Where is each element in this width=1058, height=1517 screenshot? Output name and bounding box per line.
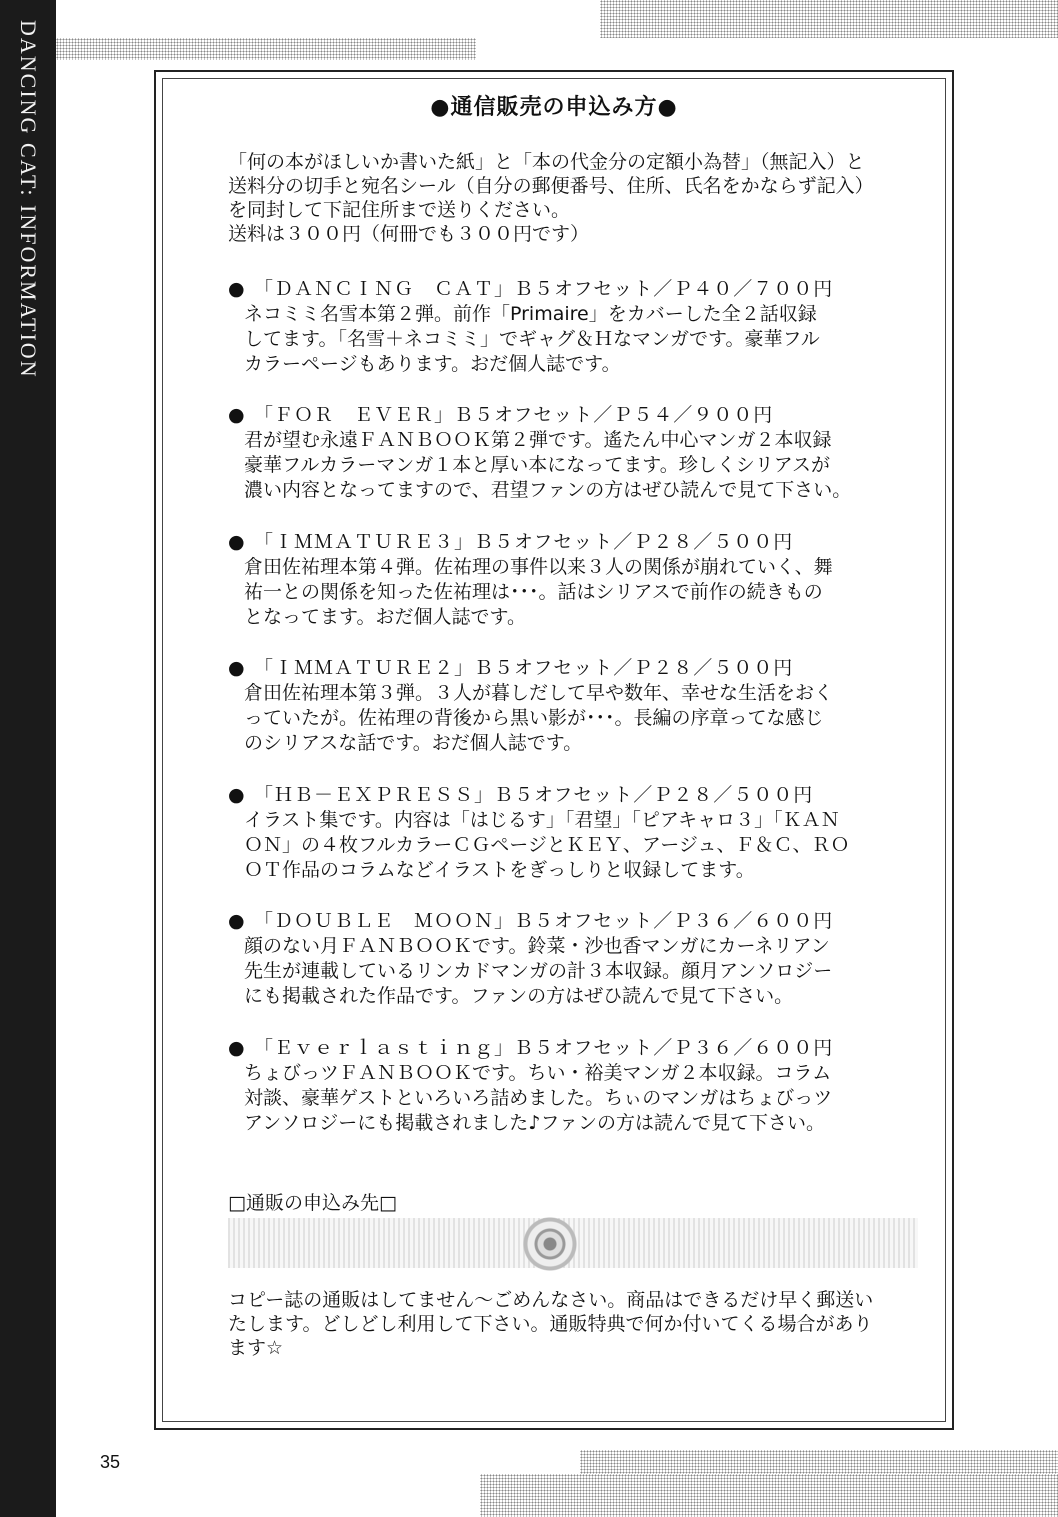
product-header: 「ＦＯＲ ＥＶＥＲ」Ｂ５オフセット／Ｐ５４／９００円 (254, 404, 774, 426)
product-desc-line: ちょびっツＦＡＮＢＯＯＫです。ちい・裕美マンガ２本収録。コラム (244, 1062, 832, 1084)
intro-line: を同封して下記住所まで送りください。 (228, 199, 571, 221)
product-desc-line: 対談、豪華ゲストといろいろ詰めました。ちぃのマンガはちょびっツ (244, 1087, 833, 1109)
product-desc-line: 濃い内容となってますので、君望ファンの方はぜひ読んで見て下さい。 (244, 479, 852, 501)
footer-note-line: コピー誌の通販はしてません～ごめんなさい。商品はできるだけ早く郵送い (228, 1289, 874, 1311)
product-item (228, 656, 918, 756)
product-item (228, 783, 918, 883)
product-item (228, 277, 918, 377)
product-desc-line: してます。「名雪＋ネコミミ」でギャグ＆Ｈなマンガです。豪華フル (244, 328, 820, 350)
footer-note (228, 1288, 908, 1360)
product-desc-line: 先生が連載しているリンカドマンガの計３本収録。顔月アンソロジー (244, 960, 833, 982)
product-item (228, 530, 918, 630)
bullet-icon: ● (228, 784, 246, 806)
bullet-icon: ● (228, 1037, 246, 1059)
product-desc-line: となってます。おだ個人誌です。 (244, 606, 526, 628)
product-desc-line: 豪華フルカラーマンガ１本と厚い本になってます。珍しくシリアスが (244, 454, 830, 476)
product-desc-line: イラスト集です。内容は「はじるす」「君望」「ピアキャロ３」「ＫＡＮ (244, 809, 840, 831)
product-desc-line: 倉田佐祐理本第３弾。３人が暮しだして早や数年、幸せな生活をおく (244, 682, 834, 704)
intro-line: 送料分の切手と宛名シール（自分の郵便番号、住所、氏名をかならず記入） (228, 175, 874, 197)
bullet-icon: ● (228, 657, 246, 679)
halftone-pattern-top (600, 0, 1058, 38)
product-header: 「ＤＯＵＢＬＥ ＭＯＯＮ」Ｂ５オフセット／Ｐ３６／６００円 (254, 910, 834, 932)
product-desc-line: カラーページもあります。おだ個人誌です。 (244, 353, 621, 375)
intro-text (228, 150, 908, 246)
halftone-pattern-top-left (56, 38, 476, 60)
product-item (228, 403, 918, 503)
sidebar-strip (0, 0, 56, 1517)
product-item (228, 909, 918, 1009)
redaction-swirl-icon (520, 1214, 580, 1274)
product-desc-line: 君が望む永遠ＦＡＮＢＯＯＫ第２弾です。遙たん中心マンガ２本収録 (244, 429, 832, 451)
product-header: 「ＩＭＭＡＴＵＲＥ３」Ｂ５オフセット／Ｐ２８／５００円 (254, 531, 794, 553)
halftone-pattern-bottom-wide (480, 1474, 1058, 1517)
address-label: □通販の申込み先□ (228, 1192, 397, 1214)
product-header: 「ＩＭＭＡＴＵＲＥ２」Ｂ５オフセット／Ｐ２８／５００円 (254, 657, 794, 679)
product-desc-line: アンソロジーにも掲載されました♪ファンの方は読んで見て下さい。 (244, 1112, 825, 1134)
product-desc-line: っていたが。佐祐理の背後から黒い影が･･･。長編の序章ってな感じ (244, 707, 824, 729)
product-desc-line: 倉田佐祐理本第４弾。佐祐理の事件以来３人の関係が崩れていく、舞 (244, 556, 833, 578)
product-desc-line: 顔のない月ＦＡＮＢＯＯＫです。鈴菜・沙也香マンガにカーネリアン (244, 935, 830, 957)
product-desc-line: のシリアスな話です。おだ個人誌です。 (244, 732, 583, 754)
product-desc-line: にも掲載された作品です。ファンの方はぜひ読んで見て下さい。 (244, 985, 794, 1007)
product-header: 「ＨＢ－ＥＸＰＲＥＳＳ」Ｂ５オフセット／Ｐ２８／５００円 (254, 784, 814, 806)
page-number: 35 (100, 1452, 121, 1472)
bullet-icon: ● (228, 910, 246, 932)
sidebar-title: DANCING CAT: INFORMATION (16, 20, 41, 379)
product-header: 「ＤＡＮＣＩＮＧ ＣＡＴ」Ｂ５オフセット／Ｐ４０／７００円 (254, 278, 834, 300)
footer-note-line: たします。どしどし利用して下さい。通販特典で何か付いてくる場合があり (228, 1313, 873, 1335)
page-title: ●通信販売の申込み方● (430, 95, 678, 120)
bullet-icon: ● (228, 531, 246, 553)
product-item (228, 1036, 918, 1136)
bullet-icon: ● (228, 278, 246, 300)
product-desc-line: ＯＮ」の４枚フルカラーＣＧページとＫＥＹ、アージュ、Ｆ＆Ｃ、ＲＯ (244, 834, 850, 856)
intro-line: 送料は３００円（何冊でも３００円です） (228, 223, 590, 245)
product-header: 「Ｅｖｅｒｌａｓｔｉｎｇ」Ｂ５オフセット／Ｐ３６／６００円 (254, 1037, 834, 1059)
product-desc-line: ＯＴ作品のコラムなどイラストをぎっしりと収録してます。 (244, 859, 755, 881)
bullet-icon: ● (228, 404, 246, 426)
product-desc-line: ネコミミ名雪本第２弾。前作「Primaire」をカバーした全２話収録 (244, 303, 817, 325)
product-desc-line: 祐一との関係を知った佐祐理は･･･。話はシリアスで前作の続きもの (244, 581, 823, 603)
intro-line: 「何の本がほしいか書いた紙」と「本の代金分の定額小為替」（無記入）と (228, 151, 865, 173)
halftone-pattern-bottom (580, 1450, 1058, 1474)
footer-note-line: ます☆ (228, 1337, 284, 1359)
